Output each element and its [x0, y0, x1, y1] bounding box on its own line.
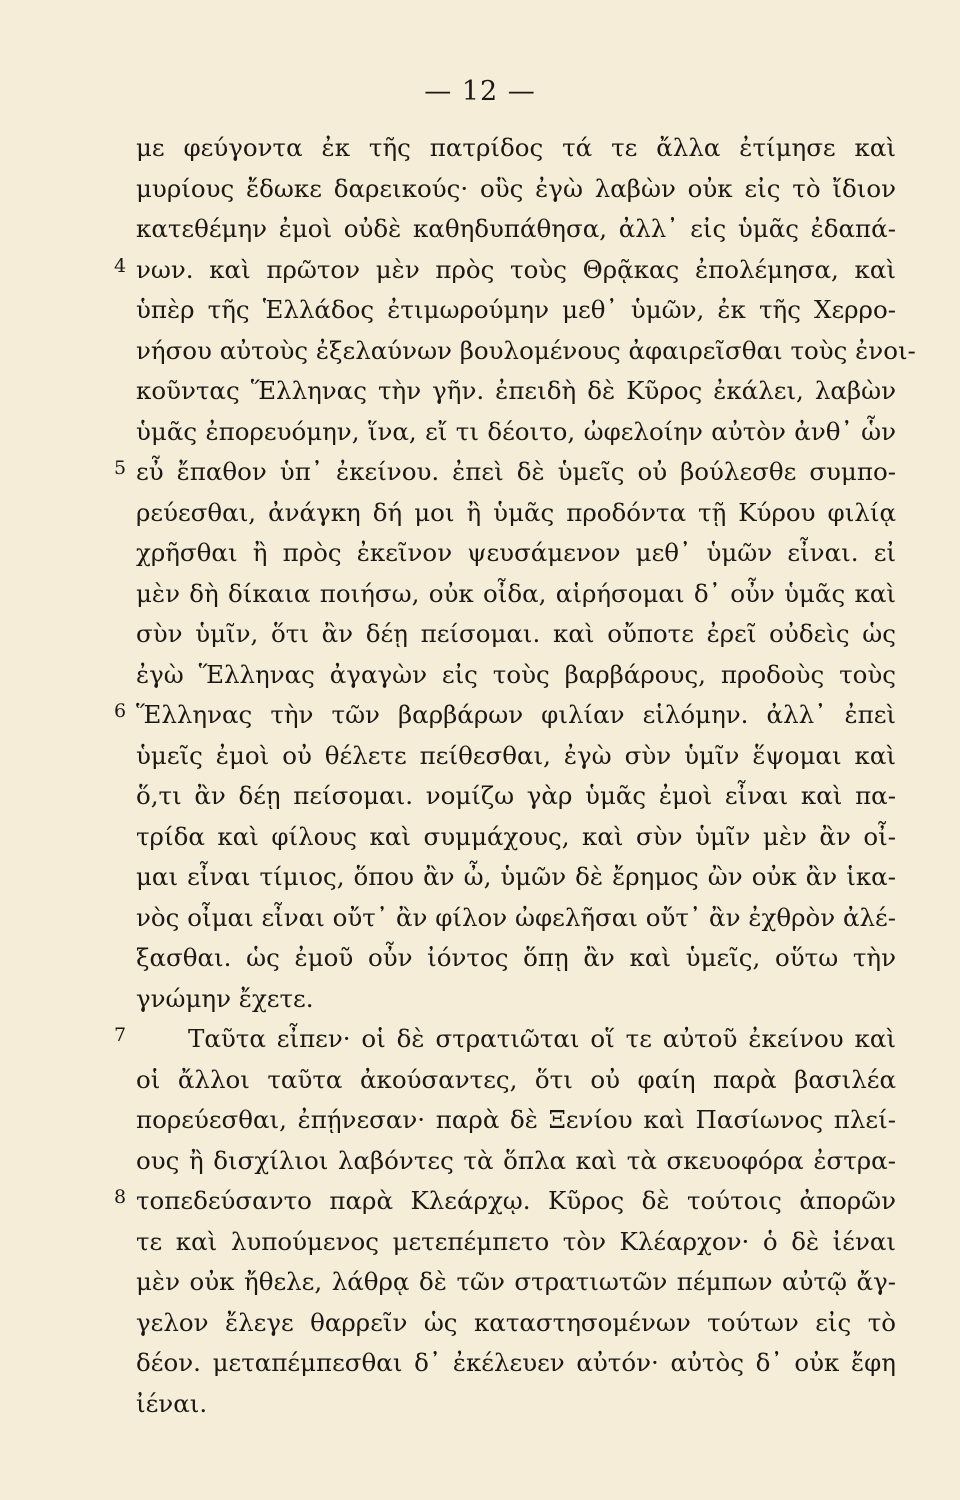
text-body: [114, 128, 916, 1424]
text-line: [136, 817, 896, 858]
text-line: [136, 533, 896, 574]
text-line: [136, 128, 896, 169]
line-text: κατεθέμην ἐμοὶ οὐδὲ καθηδυπάθησα, ἀλλ᾽ εἰς ὑμᾶς ἐδαπά-: [136, 214, 896, 243]
page-number: — 12 —: [424, 76, 536, 107]
text-line: [114, 1181, 896, 1222]
section-number: 4: [114, 254, 127, 277]
line-text: ρεύεσθαι, ἀνάγκη δή μοι ἢ ὑμᾶς προδόντα τῇ Κύρου φιλίᾳ: [136, 497, 896, 527]
text-line: [136, 1262, 896, 1303]
line-text: οἱ ἄλλοι ταῦτα ἀκούσαντες, ὅτι οὐ φαίη παρὰ βασιλέα: [136, 1064, 896, 1094]
text-line: [136, 614, 896, 655]
text-line: [114, 1019, 896, 1060]
line-text: τοπεδεύσαντο παρὰ Κλεάρχῳ. Κῦρος δὲ τούτοις ἀπορῶν: [136, 1186, 896, 1215]
text-line: [136, 898, 896, 939]
line-text: τρίδα καὶ φίλους καὶ συμμάχους, καὶ σὺν ὑμῖν μὲν ἂν οἶ-: [136, 821, 896, 851]
text-line: [136, 169, 896, 210]
line-text: τε καὶ λυπούμενος μετεπέμπετο τὸν Κλέαρχον· ὁ δὲ ἰέναι: [136, 1226, 896, 1256]
text-line: [114, 695, 896, 736]
line-text: μυρίους ἔδωκε δαρεικούς· οὓς ἐγὼ λαβὼν οὐκ εἰς τὸ ἴδιον: [136, 173, 896, 203]
line-text: ἐγὼ Ἕλληνας ἀγαγὼν εἰς τοὺς βαρβάρους, προδοὺς τοὺς: [136, 659, 896, 689]
line-text: εὖ ἔπαθον ὑπ᾽ ἐκείνου. ἐπεὶ δὲ ὑμεῖς οὐ βούλεσθε συμπο-: [136, 457, 896, 486]
text-line: [136, 776, 896, 817]
text-line: [136, 371, 896, 412]
line-text: μὲν οὐκ ἤθελε, λάθρᾳ δὲ τῶν στρατιωτῶν πέμπων αὐτῷ ἄγ-: [136, 1267, 896, 1296]
line-text: δέον. μεταπέμπεσθαι δ᾽ ἐκέλευεν αὐτόν· αὐτὸς δ᾽ οὐκ ἔφη: [136, 1348, 896, 1377]
line-text: νήσου αὐτοὺς ἐξελαύνων βουλομένους ἀφαιρεῖσθαι τοὺς ἐνοι-: [136, 335, 916, 365]
line-text: γελον ἔλεγε θαρρεῖν ὡς καταστησομένων τούτων εἰς τὸ: [136, 1307, 896, 1337]
line-text: νων. καὶ πρῶτον μὲν πρὸς τοὺς Θρᾷκας ἐπολέμησα, καὶ: [136, 254, 896, 284]
line-text: πορεύεσθαι, ἐπῄνεσαν· παρὰ δὲ Ξενίου καὶ Πασίωνος πλεί-: [136, 1105, 896, 1134]
text-line: [136, 412, 896, 453]
line-text: ὑμᾶς ἐπορευόμην, ἵνα, εἴ τι δέοιτο, ὠφελοίην αὐτὸν ἀνθ᾽ ὧν: [136, 416, 896, 446]
text-line: [136, 979, 896, 1020]
line-text: κοῦντας Ἕλληνας τὴν γῆν. ἐπειδὴ δὲ Κῦρος ἐκάλει, λαβὼν: [136, 376, 896, 405]
section-number: 6: [114, 700, 127, 722]
text-line: [136, 1343, 896, 1384]
line-text: ὑμεῖς ἐμοὶ οὐ θέλετε πείθεσθαι, ἐγὼ σὺν ὑμῖν ἕψομαι καὶ: [136, 740, 896, 770]
line-text: μαι εἶναι τίμιος, ὅπου ἂν ὦ, ὑμῶν δὲ ἔρημος ὢν οὐκ ἂν ἱκα-: [136, 862, 896, 891]
text-line: [136, 209, 896, 250]
text-line: [136, 493, 896, 534]
line-text: με φεύγοντα ἐκ τῆς πατρίδος τά τε ἄλλα ἐτίμησε καὶ: [136, 133, 896, 162]
line-text: Ἕλληνας τὴν τῶν βαρβάρων φιλίαν εἱλόμην. ἀλλ᾽ ἐπεὶ: [136, 700, 896, 729]
line-text: ξασθαι. ὡς ἐμοῦ οὖν ἰόντος ὅπῃ ἂν καὶ ὑμεῖς, οὕτω τὴν: [136, 943, 896, 972]
line-text: ὅ,τι ἂν δέῃ πείσομαι. νομίζω γὰρ ὑμᾶς ἐμοὶ εἶναι καὶ πα-: [136, 781, 896, 810]
line-text: Ταῦτα εἶπεν· οἱ δὲ στρατιῶται οἵ τε αὐτοῦ ἐκείνου καὶ: [188, 1024, 896, 1053]
line-text: γνώμην ἔχετε.: [136, 983, 314, 1013]
text-line: [136, 938, 896, 979]
section-number: 5: [114, 457, 127, 479]
line-text: ἰέναι.: [136, 1388, 208, 1418]
line-text: ὑπὲρ τῆς Ἑλλάδος ἐτιμωρούμην μεθ᾽ ὑμῶν, ἐκ τῆς Χερρο-: [136, 295, 896, 324]
text-line: [136, 1384, 896, 1425]
text-line: [114, 452, 896, 493]
text-line: [114, 250, 896, 291]
line-text: σὺν ὑμῖν, ὅτι ἂν δέῃ πείσομαι. καὶ οὔποτε ἐρεῖ οὐδεὶς ὡς: [136, 619, 896, 648]
line-text: χρῆσθαι ἢ πρὸς ἐκεῖνον ψευσάμενον μεθ᾽ ὑμῶν εἶναι. εἰ: [136, 538, 896, 567]
text-line: [136, 331, 916, 372]
text-line: [136, 290, 896, 331]
section-number: 7: [114, 1024, 127, 1046]
text-line: [136, 1222, 896, 1263]
text-line: [136, 655, 896, 696]
text-line: [136, 857, 896, 898]
text-line: [136, 1141, 896, 1182]
text-line: [136, 1060, 896, 1101]
text-line: [136, 1100, 896, 1141]
line-text: μὲν δὴ δίκαια ποιήσω, οὐκ οἶδα, αἱρήσομαι δ᾽ οὖν ὑμᾶς καὶ: [136, 578, 896, 608]
text-line: [136, 1303, 896, 1344]
text-line: [136, 736, 896, 777]
line-text: νὸς οἶμαι εἶναι οὔτ᾽ ἂν φίλον ὠφελῆσαι οὔτ᾽ ἂν ἐχθρὸν ἀλέ-: [136, 902, 896, 932]
line-text: ους ἢ δισχίλιοι λαβόντες τὰ ὅπλα καὶ τὰ σκευοφόρα ἐστρα-: [136, 1145, 896, 1175]
section-number: 8: [114, 1186, 127, 1208]
text-line: [136, 574, 896, 615]
